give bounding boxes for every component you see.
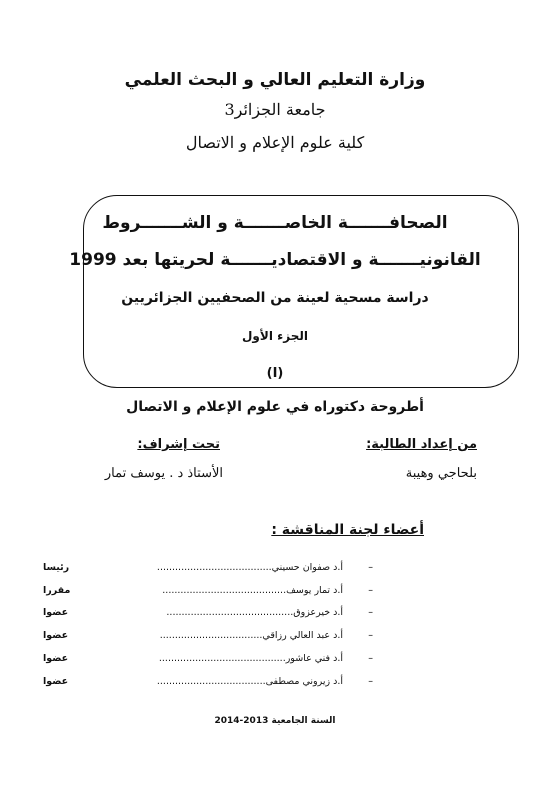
list-dash: – (368, 585, 373, 596)
thesis-title-line-1: الصحافـــــــة الخاصـــــــة و الشـــــــروط (102, 213, 448, 233)
committee-member (43, 607, 373, 623)
list-dash: – (368, 630, 373, 641)
thesis-type: أطروحة دكتوراه في علوم الإعلام و الاتصال (126, 399, 424, 415)
faculty-name: كلية علوم الإعلام و الاتصال (185, 133, 365, 152)
list-dash: – (368, 562, 373, 573)
committee-member (43, 585, 373, 601)
member-role: مقررا (43, 585, 71, 596)
member-name: أ.د زيروني مصطفى.................................... (156, 676, 343, 687)
committee-member (43, 630, 373, 646)
member-role: عضوا (43, 676, 69, 687)
supervised-by-label: تحت إشراف: (137, 437, 220, 452)
committee-member (43, 562, 373, 578)
member-role: عضوا (43, 630, 69, 641)
university-name: جامعة الجزائر3 (224, 100, 326, 119)
member-role: عضوا (43, 653, 69, 664)
committee-title: أعضاء لجنة المناقشة : (271, 522, 424, 538)
list-dash: – (368, 607, 373, 618)
member-role: عضوا (43, 607, 69, 618)
academic-year: السنة الجامعية 2013-2014 (214, 716, 336, 726)
member-name: أ.د فني عاشور.......................................... (158, 653, 343, 664)
member-name: أ.د خيرعزوق.......................................... (166, 607, 343, 618)
committee-member (43, 676, 373, 692)
supervisor-name: الأستاذ د . يوسف تمار (104, 466, 223, 481)
committee-member (43, 653, 373, 669)
thesis-subtitle: دراسة مسحية لعينة من الصحفيين الجزائريين (121, 290, 429, 306)
part-label: الجزء الأول (242, 329, 308, 343)
prepared-by-label: من إعداد الطالبة: (366, 437, 477, 452)
list-dash: – (368, 676, 373, 687)
student-name: بلحاجي وهيبة (405, 466, 477, 481)
thesis-title-line-2: القانونيـــــــة و الاقتصاديـــــــة لحريتها بعد 1999 (69, 250, 481, 270)
ministry-heading: وزارة التعليم العالي و البحث العلمي (124, 70, 426, 90)
member-role: رئيسا (43, 562, 70, 573)
member-name: أ.د صفوان حسيني...................................... (156, 562, 343, 573)
list-dash: – (368, 653, 373, 664)
part-number: (I) (266, 366, 284, 381)
member-name: أ.د عبد العالي رزاقي.................................. (159, 630, 343, 641)
member-name: أ.د تمار يوسف......................................... (162, 585, 343, 596)
